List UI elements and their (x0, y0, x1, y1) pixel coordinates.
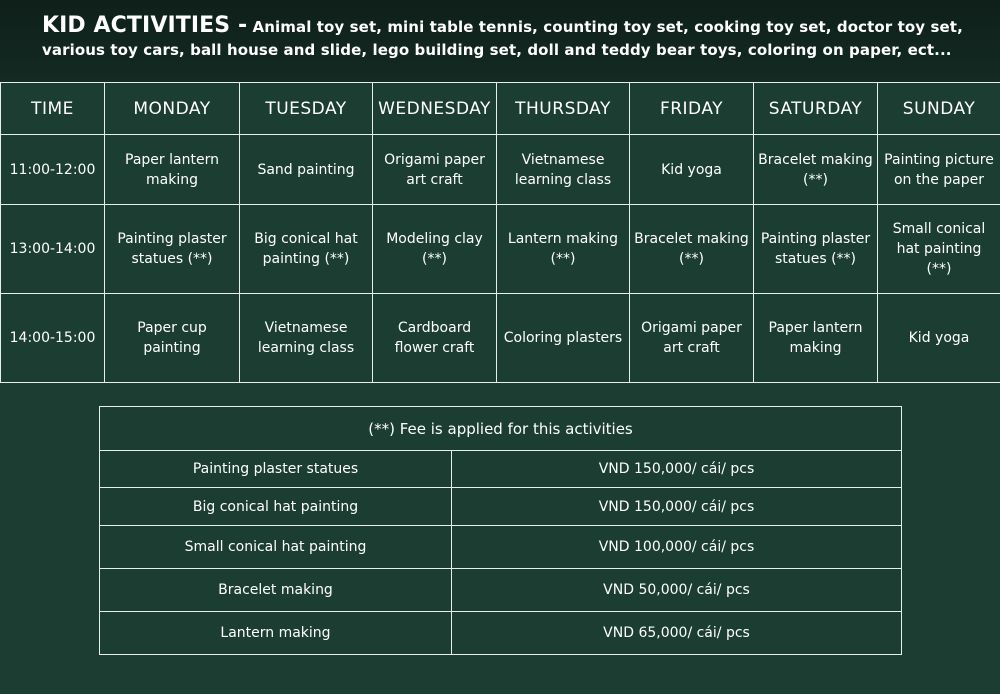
fee-activity-name: Bracelet making (100, 569, 452, 612)
fee-activity-name: Big conical hat painting (100, 488, 452, 526)
time-slot: 14:00-15:00 (1, 294, 105, 383)
column-header-friday: FRIDAY (630, 83, 754, 135)
activity-cell: Paper cup painting (105, 294, 240, 383)
schedule-row (1, 135, 1000, 205)
column-header-monday: MONDAY (105, 83, 240, 135)
column-header-thursday: THURSDAY (497, 83, 630, 135)
schedule-header-row (1, 83, 1000, 135)
fee-price: VND 150,000/ cái/ pcs (452, 451, 902, 488)
activity-cell: Coloring plasters (497, 294, 630, 383)
activity-cell: Vietnamese learning class (497, 135, 630, 205)
fee-row (100, 451, 902, 488)
activity-cell: Bracelet making (**) (754, 135, 878, 205)
fee-activity-name: Painting plaster statues (100, 451, 452, 488)
activity-cell: Lantern making (**) (497, 205, 630, 294)
activity-cell: Big conical hat painting (**) (240, 205, 373, 294)
fee-row (100, 488, 902, 526)
activity-cell: Origami paper art craft (630, 294, 754, 383)
header-banner (0, 0, 1000, 82)
activity-cell: Painting plaster statues (**) (754, 205, 878, 294)
activity-cell: Kid yoga (878, 294, 1000, 383)
activity-cell: Kid yoga (630, 135, 754, 205)
fee-row (100, 612, 902, 655)
activity-cell: Painting picture on the paper (878, 135, 1000, 205)
fee-activity-name: Small conical hat painting (100, 526, 452, 569)
schedule-row (1, 205, 1000, 294)
fee-table-title: (**) Fee is applied for this activities (100, 407, 902, 451)
activity-cell: Origami paper art craft (373, 135, 497, 205)
column-header-wednesday: WEDNESDAY (373, 83, 497, 135)
time-slot: 13:00-14:00 (1, 205, 105, 294)
activity-cell: Paper lantern making (105, 135, 240, 205)
schedule-table (0, 82, 1000, 383)
activity-cell: Painting plaster statues (**) (105, 205, 240, 294)
schedule-row (1, 294, 1000, 383)
fee-price: VND 50,000/ cái/ pcs (452, 569, 902, 612)
activity-cell: Cardboard flower craft (373, 294, 497, 383)
column-header-tuesday: TUESDAY (240, 83, 373, 135)
activity-cell: Modeling clay (**) (373, 205, 497, 294)
fee-price: VND 150,000/ cái/ pcs (452, 488, 902, 526)
activity-cell: Sand painting (240, 135, 373, 205)
column-header-time: TIME (1, 83, 105, 135)
activity-cell: Small conical hat painting (**) (878, 205, 1000, 294)
fee-price: VND 65,000/ cái/ pcs (452, 612, 902, 655)
fee-row (100, 569, 902, 612)
fee-row (100, 526, 902, 569)
activity-cell: Paper lantern making (754, 294, 878, 383)
fee-table (99, 406, 902, 655)
activities-description: Animal toy set, mini table tennis, counting toy set, cooking toy set, doctor toy set, various toy cars, ball house and slide, lego building set, doll and teddy bear toys, coloring on paper, ect... (42, 18, 963, 59)
activity-cell: Bracelet making (**) (630, 205, 754, 294)
column-header-sunday: SUNDAY (878, 83, 1000, 135)
fee-price: VND 100,000/ cái/ pcs (452, 526, 902, 569)
activity-cell: Vietnamese learning class (240, 294, 373, 383)
fee-activity-name: Lantern making (100, 612, 452, 655)
header-text (42, 14, 982, 62)
column-header-saturday: SATURDAY (754, 83, 878, 135)
time-slot: 11:00-12:00 (1, 135, 105, 205)
page-title: KID ACTIVITIES - (42, 13, 248, 38)
